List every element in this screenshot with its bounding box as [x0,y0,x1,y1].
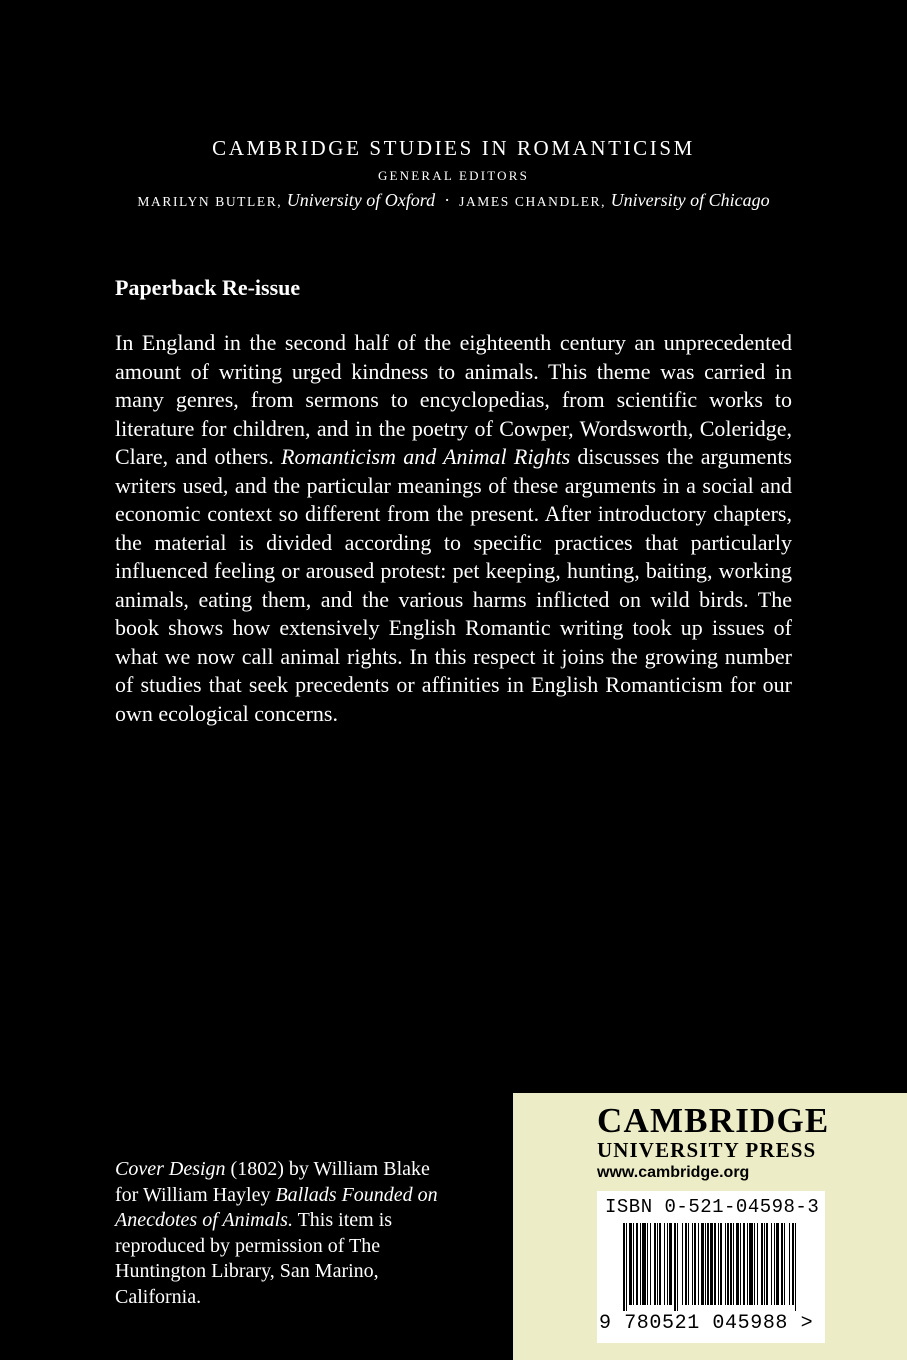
credit-text2: This item is reproduced by permission of The Huntington Library, San Marino, California. [115,1209,393,1308]
editor1-name: MARILYN BUTLER, [137,194,283,209]
isbn-text: ISBN 0-521-04598-3 [605,1196,820,1218]
book-title: Romanticism and Animal Rights [281,444,571,469]
publisher-url: www.cambridge.org [597,1164,750,1181]
publisher-subname: UNIVERSITY PRESS [597,1138,817,1162]
general-editors-label: GENERAL EDITORS [377,168,530,183]
credit-source-title: Ballads Founded on Anecdotes of Animals. [115,1183,438,1231]
publisher-panel [513,1093,907,1360]
publisher-name: CAMBRIDGE [597,1101,830,1140]
description-part2: discusses the arguments writers used, and the particular meanings of these arguments in a social and economic context so different from the present. After introductory chapters, the material is divided according to specific practices that particularly influenced feeling or aroused protest: pet keeping, hunting, baiting, working animals, eating them, and the various harms inflicted on wild birds. The book shows how extensively English Romantic writing took up issues of what we now call animal rights. In this respect it joins the growing number of studies that seek precedents or affinities in English Romanticism for our own ecological concerns. [115,444,792,726]
barcode-icon [623,1223,801,1311]
editors-line [0,189,907,213]
editor-separator: · [444,190,451,210]
editor2-name: JAMES CHANDLER, [459,194,607,209]
ean-digits: 9 780521 045988 > [599,1312,814,1335]
barcode-box [597,1191,825,1343]
editor1-affiliation: University of Oxford [286,190,436,210]
cover-work-title: Cover Design [115,1158,226,1180]
book-description [115,329,792,728]
reissue-heading: Paperback Re-issue [115,275,301,300]
credit-text1: (1802) by William Blake for William Hayley [115,1158,430,1206]
description-part1: In England in the second half of the eighteenth century an unprecedented amount of writing urged kindness to animals. This theme was carried in many genres, from sermons to encyclopedias, from scientific works to literature for children, and in the poetry of Cowper, Wordsworth, Coleridge, Clare, and others. [115,330,792,469]
series-title: CAMBRIDGE STUDIES IN ROMANTICISM [212,136,695,160]
cover-credit [115,1157,455,1310]
series-header [0,136,907,213]
editor2-affiliation: University of Chicago [610,190,770,210]
